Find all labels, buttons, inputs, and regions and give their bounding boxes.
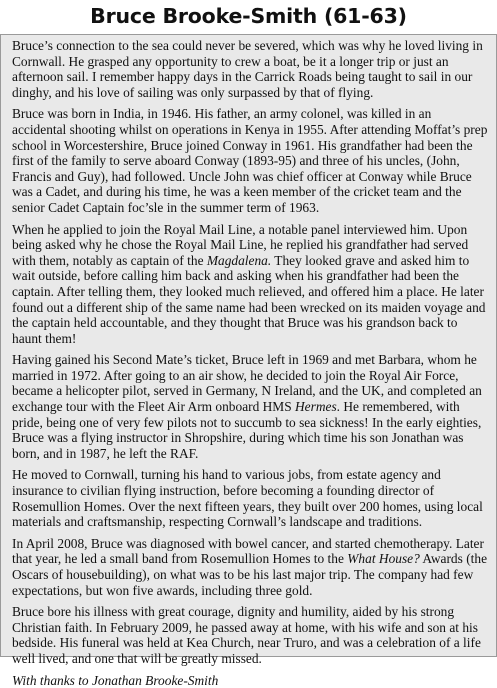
article-body	[0, 34, 497, 688]
award-name-what-house: What House?	[347, 551, 420, 567]
paragraph-raf-career	[12, 352, 488, 461]
paragraph-early-life: Bruce was born in India, in 1946. His father, an army colonel, was killed in an accidental shooting whilst on operations in Kenya in 1955. After attending Moffat’s prep school in Worcestershire, Bruce joined Conway in 1961. His grandfather had been the first of the family to serve aboard Conway (1893-95) and three of his uncles, (John, Francis and Guy), had followed. Uncle John was chief officer at Conway while Bruce was a Cadet, and during his time, he was a keen member of the cricket team and the senior Cadet Captain foc’sle in the summer term of 1963.	[12, 106, 488, 215]
credit-line: With thanks to Jonathan Brooke-Smith	[12, 672, 219, 688]
paragraph-cornwall-career: He moved to Cornwall, turning his hand to various jobs, from estate agency and insurance to civilian flying instruction, before becoming a founding director of Rosemullion Homes. Over the next fifteen years, they built over 200 homes, using local materials and craftsmanship, respecting Cornwall’s landscape and traditions.	[12, 467, 483, 530]
paragraph-text: Having gained his Second Mate’s ticket, Bruce left in 1969 and met Barbara, whom he married in 1972. After going to an air show, he decided to join the Royal Air Force, became a helicopter pilot, served in Germany, N Ireland, and the UK, and completed an exchange tour with the Fleet Air Arm onboard HMS	[12, 352, 482, 415]
page-title: Bruce Brooke-Smith (61-63)	[90, 4, 407, 28]
paragraph-sailing: Bruce’s connection to the sea could never be severed, which was why he loved living in Cornwall. He grasped any opportunity to crew a boat, be it a longer trip or just an afternoon sail. I remember happy days in the Carrick Roads being taught to sail in our dinghy, and his love of sailing was only surpassed by that of flying.	[12, 38, 483, 100]
paragraph-text: They looked grave and asked him to wait outside, before calling him back and asking when his grandfather had been the captain. After telling them, they looked much relieved, and offered him a place. He later found out a different ship of the same name had been wrecked on its maiden voyage and the captain held accountable, and they thought that Bruce was his grandson back to haunt them!	[12, 252, 486, 346]
paragraph-text: Awards (the Oscars of housebuilding), on what was to be his last major trip. The company had few expectations, but won five awards, including three gold.	[12, 551, 488, 598]
ship-name-magdalena: Magdalena.	[206, 252, 272, 268]
paragraph-royal-mail-line	[12, 222, 488, 347]
paragraph-text: When he applied to join the Royal Mail Line, a notable panel interviewed him. Upon being asked why he chose the Royal Mail Line, he replied his grandfather had served with them, notably as captain of the	[12, 221, 469, 268]
paragraph-text: . He remembered, with pride, being one of very few pilots not to succumb to sea sickness! In the early eighties, Bruce was a flying instructor in Shropshire, during which time his son Jonathan was born, and in 1987, he left the RAF.	[12, 399, 482, 461]
paragraph-passing: Bruce bore his illness with great courage, dignity and humility, aided by his strong Christian faith. In February 2009, he passed away at home, with his wife and son at his bedside. His funeral was held at Kea Church, near Truro, and was a celebration of a life well lived, and one that will be greatly missed.	[12, 604, 481, 666]
paragraph-illness	[12, 536, 488, 598]
ship-name-hermes: Hermes	[295, 399, 337, 415]
paragraph-text: In April 2008, Bruce was diagnosed with bowel cancer, and started chemotherapy. Later that year, he led a small band from Rosemullion Homes to the	[12, 535, 484, 567]
